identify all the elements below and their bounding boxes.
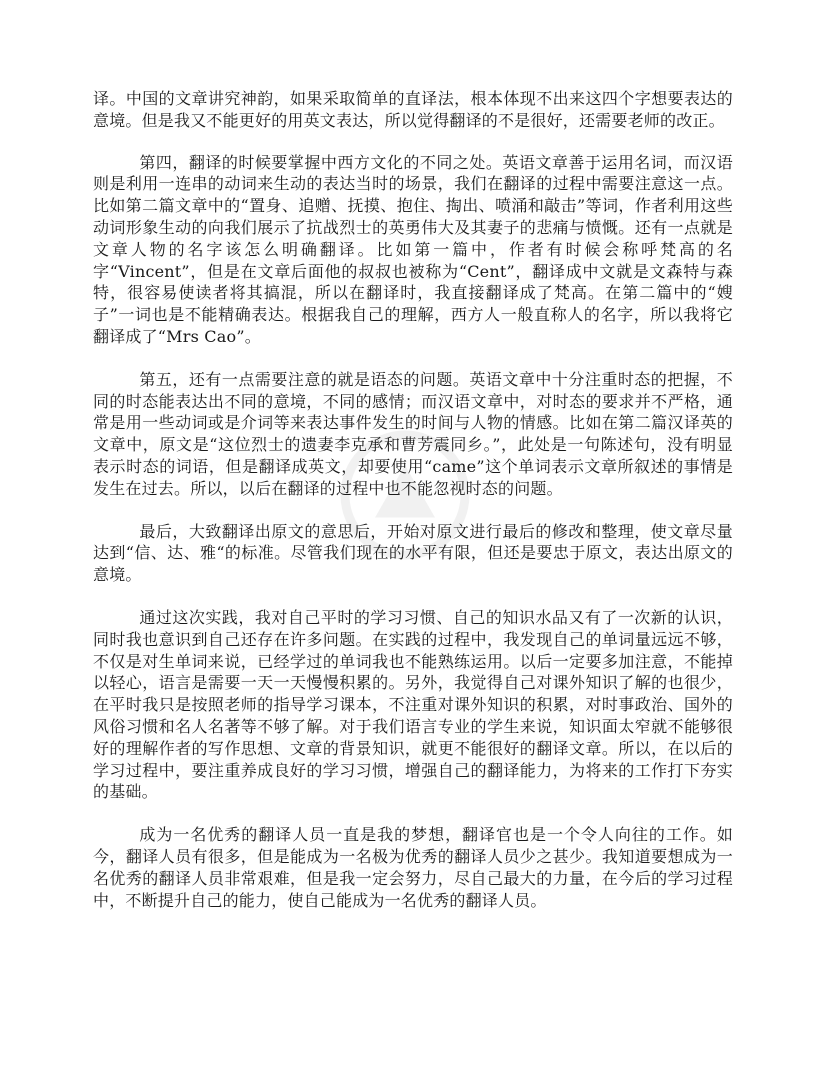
paragraph-3: 第五，还有一点需要注意的就是语态的问题。英语文章中十分注重时态的把握，不同的时态能表达出不同的意境，不同的感情；而汉语文章中，对时态的要求并不严格，通常是用一些动词或是介词等来表达事件发生的时间与人物的情感。比如在第二篇汉译英的文章中，原文是“这位烈士的遗妻李克承和曹芳震同乡。”，此处是一句陈述句，没有明显表示时态的词语，但是翻译成英文，却要使用“came”这个单词表示文章所叙述的事情是发生在过去。所以，以后在翻译的过程中也不能忽视时态的问题。 [93,369,733,498]
document-body [93,88,733,932]
paragraph-6: 成为一名优秀的翻译人员一直是我的梦想，翻译官也是一个令人向往的工作。如今，翻译人员有很多，但是能成为一名极为优秀的翻译人员少之甚少。我知道要想成为一名优秀的翻译人员非常艰难，但是我一定会努力，尽自己最大的力量，在今后的学习过程中，不断提升自己的能力，使自己能成为一名优秀的翻译人员。 [93,825,733,910]
paragraph-1: 译。中国的文章讲究神韵，如果采取简单的直译法，根本体现不出来这四个字想要表达的意境。但是我又不能更好的用英文表达，所以觉得翻译的不是很好，还需要老师的改正。 [93,89,733,130]
paragraph-2: 第四，翻译的时候要掌握中西方文化的不同之处。英语文章善于运用名词，而汉语则是利用一连串的动词来生动的表达当时的场景，我们在翻译的过程中需要注意这一点。比如第二篇文章中的“置身、追赠、抚摸、抱住、掏出、喷涌和敲击”等词，作者利用这些动词形象生动的向我们展示了抗战烈士的英勇伟大及其妻子的悲痛与愤慨。还有一点就是文章人物的名字该怎么明确翻译。比如第一篇中，作者有时候会称呼梵高的名字“Vincent”，但是在文章后面他的叔叔也被称为“Cent”，翻译成中文就是文森特与森特，很容易使读者将其搞混，所以在翻译时，我直接翻译成了梵高。在第二篇中的“嫂子”一词也是不能精确表达。根据我自己的理解，西方人一般直称人的名字，所以我将它翻译成了“Mrs Cao”。 [93,152,733,346]
paragraph-5: 通过这次实践，我对自己平时的学习习惯、自己的知识水品又有了一次新的认识，同时我也意识到自己还存在许多问题。在实践的过程中，我发现自己的单词量远远不够，不仅是对生单词来说，已经学过的单词我也不能熟练运用。以后一定要多加注意，不能掉以轻心，语言是需要一天一天慢慢积累的。另外，我觉得自己对课外知识了解的也很少，在平时我只是按照老师的指导学习课本，不注重对课外知识的积累，对时事政治、国外的风俗习惯和名人名著等不够了解。对于我们语言专业的学生来说，知识面太窄就不能够很好的理解作者的写作思想、文章的背景知识，就更不能很好的翻译文章。所以，在以后的学习过程中，要注重养成良好的学习习惯，增强自己的翻译能力，为将来的工作打下夯实的基础。 [93,607,733,802]
paragraph-4: 最后，大致翻译出原文的意思后，开始对原文进行最后的修改和整理，使文章尽量达到“信、达、雅“的标准。尽管我们现在的水平有限，但还是要忠于原文，表达出原文的意境。 [93,521,733,585]
